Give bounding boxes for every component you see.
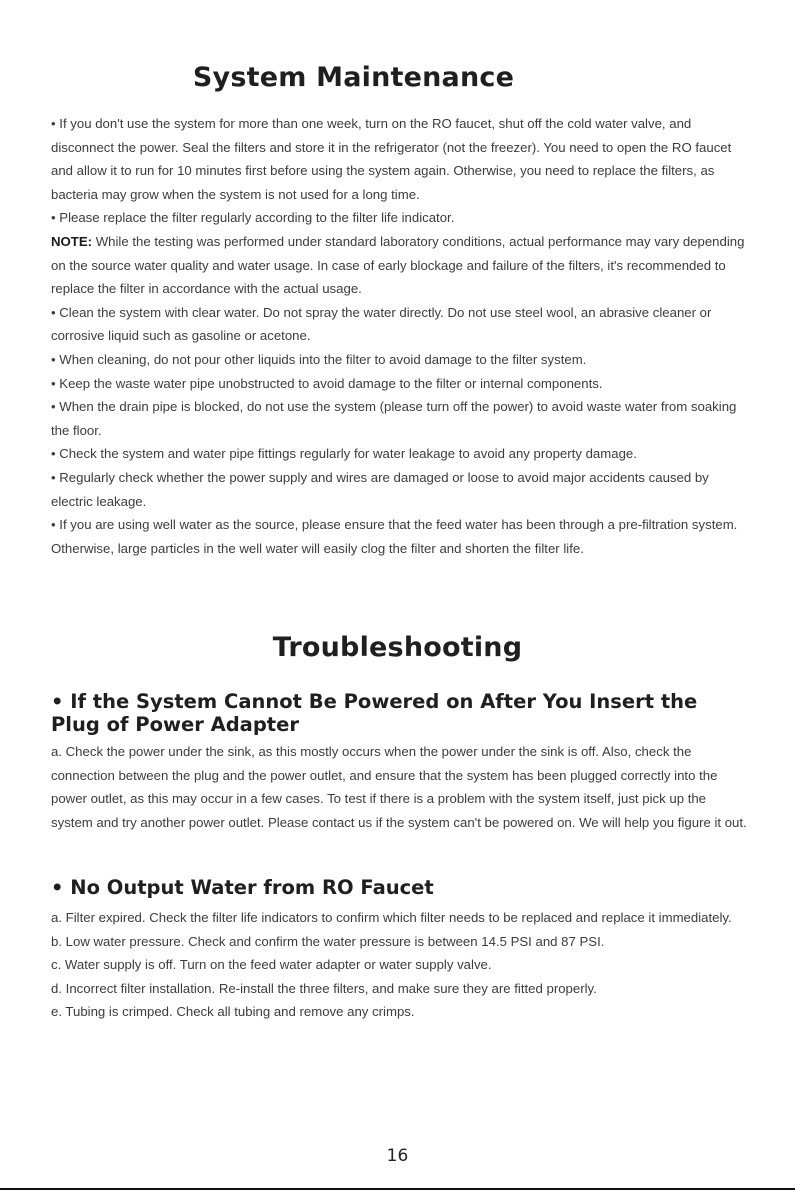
note-text: While the testing was performed under standard laboratory conditions, actual performance may vary depending on the source water quality and water usage. In case of early blockage and failure of the filters, it's recommended to replace the filter in accordance with the actual usage. [51,233,745,297]
maintenance-paragraph: • If you are using well water as the source, please ensure that the feed water has been through a pre-filtration system. Otherwise, large particles in the well water will easily clog the filter and shorten the filter life. [51,517,738,556]
faucet-item: e. Tubing is crimped. Check all tubing and remove any crimps. [51,1004,415,1020]
no-output-water-body [51,906,751,1024]
maintenance-paragraph: • When cleaning, do not pour other liquids into the filter to avoid damage to the filter system. [51,351,587,367]
faucet-item: b. Low water pressure. Check and confirm the water pressure is between 14.5 PSI and 87 PSI. [51,933,605,949]
faucet-item: d. Incorrect filter installation. Re-install the three filters, and make sure they are fitted properly. [51,980,597,996]
heading-power-issue: • If the System Cannot Be Powered on After You Insert the Plug of Power Adapter [51,690,698,736]
maintenance-body [51,112,751,560]
bottom-rule [0,1188,795,1190]
maintenance-paragraph: • Please replace the filter regularly according to the filter life indicator. [51,210,455,226]
note-label: NOTE: [51,233,93,249]
maintenance-paragraph: • Check the system and water pipe fittings regularly for water leakage to avoid any property damage. [51,446,637,462]
heading-no-output-water: • No Output Water from RO Faucet [51,876,434,899]
page-number: 16 [386,1146,409,1166]
faucet-item: c. Water supply is off. Turn on the feed water adapter or water supply valve. [51,957,492,973]
maintenance-paragraph: • Clean the system with clear water. Do not spray the water directly. Do not use steel wool, an abrasive cleaner or corrosive liquid such as gasoline or acetone. [51,304,712,344]
section-title-troubleshooting: Troubleshooting [272,632,523,663]
power-issue-text: a. Check the power under the sink, as this mostly occurs when the power under the sink is off. Also, check the connection between the plug and the power outlet, and ensure that the system has been plugged correctly into the power outlet, as this may occur in a few cases. To test if there is a problem with the system itself, just pick up the system and try another power outlet. Please contact us if the system can't be powered on. We will help you figure it out. [51,744,747,830]
power-issue-body [51,740,751,834]
faucet-item: a. Filter expired. Check the filter life indicators to confirm which filter needs to be replaced and replace it immediately. [51,910,732,925]
maintenance-paragraph: • Regularly check whether the power supply and wires are damaged or loose to avoid major accidents caused by electric leakage. [51,469,709,509]
note-paragraph [51,230,751,301]
section-title-maintenance: System Maintenance [192,62,515,93]
maintenance-paragraph: • Keep the waste water pipe unobstructed to avoid damage to the filter or internal components. [51,375,603,391]
maintenance-paragraph: • When the drain pipe is blocked, do not use the system (please turn off the power) to avoid waste water from soaking the floor. [51,399,737,438]
maintenance-paragraph: • If you don't use the system for more than one week, turn on the RO faucet, shut off the cold water valve, and disconnect the power. Seal the filters and store it in the refrigerator (not the freezer). You need to open the RO faucet and allow it to run for 10 minutes first before using the system again. Otherwise, you need to replace the filters, as bacteria may grow when the system is not used for a long time. [51,116,732,202]
